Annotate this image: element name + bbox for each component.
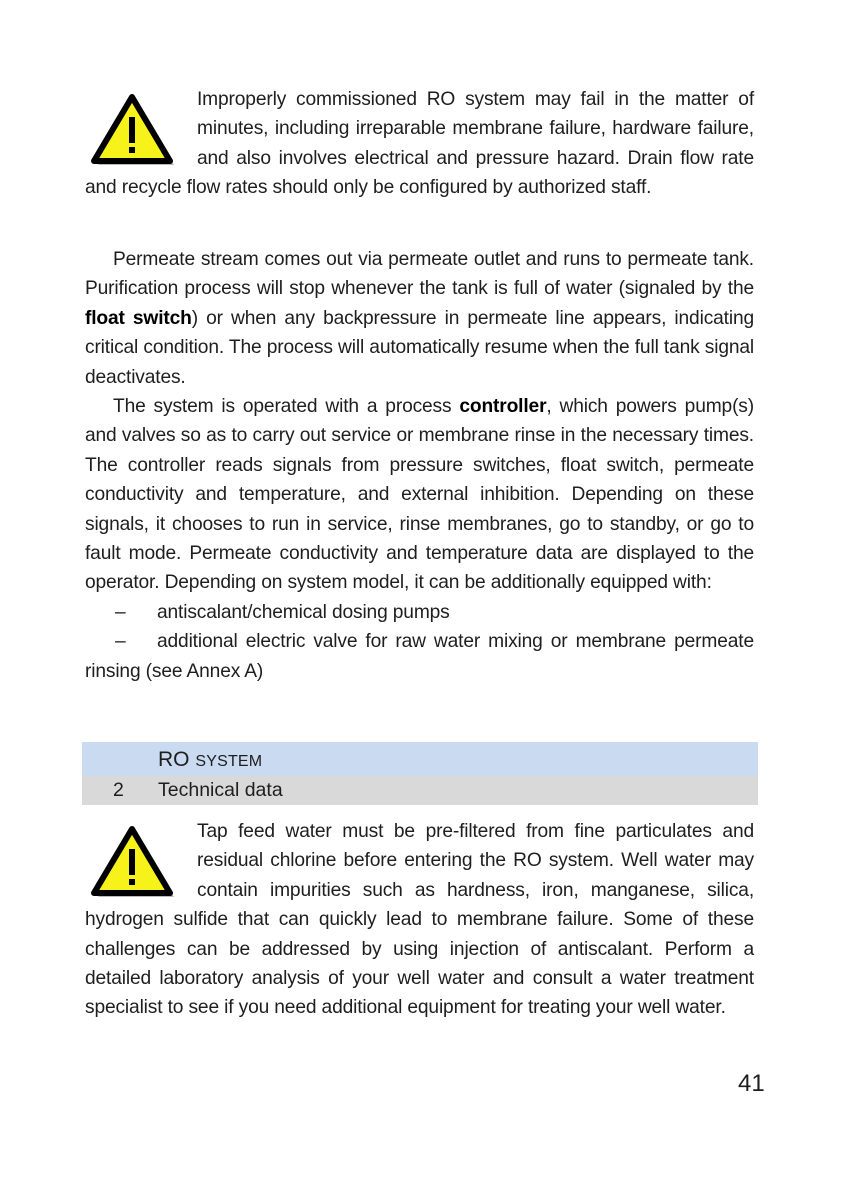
list-item-text: antiscalant/chemical dosing pumps	[157, 601, 450, 623]
warning-block-commissioning	[85, 85, 754, 203]
list-item	[85, 598, 754, 627]
paragraph-text: , which powers pump(s) and valves so as to carry out service or membrane rinse in the necessary times. The controller reads signals from pressure switches, float switch, permeate conductivity and temperature, and external inhibition. Depending on these signals, it chooses to run in service, rinse membranes, go to standby, or go to fault mode. Permeate conductivity and temperature data are displayed to the operator. Depending on system model, it can be additionally equipped with:	[85, 396, 754, 594]
section-heading-small: SYSTEM	[195, 753, 263, 770]
warning-text: Improperly commissioned RO system may fail in the matter of minutes, including irreparable membrane failure, hardware failure, and also involves electrical and pressure hazard. Drain flow rate and recycle flow rates should only be configured by authorized staff.	[85, 89, 754, 199]
list-item-text: additional electric valve for raw water mixing or membrane permeate rinsing (see Annex A)	[85, 631, 754, 682]
subsection-number: 2	[113, 779, 124, 801]
warning-triangle-icon	[85, 817, 197, 901]
subsection-heading-band	[82, 776, 758, 805]
paragraph-text: Permeate stream comes out via permeate outlet and runs to permeate tank. Purification process will stop whenever the tank is full of water (signaled by the	[85, 249, 754, 300]
list-bullet: –	[115, 631, 126, 653]
paragraph-text: ) or when any backpressure in permeate line appears, indicating critical condition. The process will automatically resume when the full tank signal deactivates.	[85, 307, 754, 388]
float-switch-link[interactable]: float switch	[85, 307, 192, 329]
list-bullet: –	[115, 601, 126, 623]
controller-link[interactable]: controller	[459, 396, 547, 418]
subsection-title: Technical data	[158, 779, 283, 801]
section-heading	[158, 746, 262, 776]
section-heading-band	[82, 742, 758, 776]
paragraph-text: The system is operated with a process	[113, 396, 460, 418]
section-heading-big: RO	[158, 748, 190, 771]
paragraph-permeate	[85, 245, 754, 686]
page-number: 41	[738, 1070, 765, 1097]
warning-text: Tap feed water must be pre-filtered from fine particulates and residual chlorine before entering the RO system. Well water may contain impurities such as hardness, iron, manganese, silica, hydrogen sulfide that can quickly lead to membrane failure. Some of these challenges can be addressed by using injection of antiscalant. Perform a detailed laboratory analysis of your well water and consult a water treatment specialist to see if you need additional equipment for treating your well water.	[85, 821, 754, 1019]
warning-triangle-icon	[85, 85, 197, 169]
warning-block-feed-water	[85, 817, 754, 1023]
list-item	[85, 627, 754, 686]
